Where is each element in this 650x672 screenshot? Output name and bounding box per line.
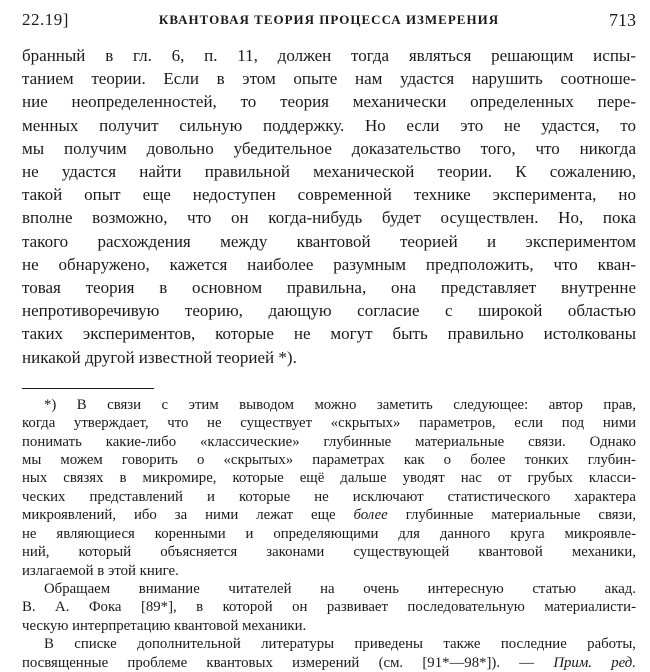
footnote-line: В. А. Фока [89*], в которой он развивает последовательную материалисти- xyxy=(22,599,636,616)
footnote-line-with-signature xyxy=(22,654,636,672)
running-header xyxy=(22,10,636,36)
footnote-line: понимать какие-либо «классические» глубинные материальные связи. Однако xyxy=(22,433,636,450)
section-number: 22.19] xyxy=(22,10,69,29)
footnote-line: ний, который объясняется законами существующей квантовой механики, xyxy=(22,544,636,561)
footnote-line: ческую интерпретацию квантовой механики. xyxy=(22,617,307,634)
footnote-line: мы можем говорить о «скрытых» параметрах как о более тонких глубин- xyxy=(22,452,636,469)
text-line: танием теории. Если в этом опыте нам удастся нарушить соотноше- xyxy=(22,69,636,89)
text-line: непротиворечивую теорию, дающую согласие с широкой областью xyxy=(22,301,636,321)
text-line: не удастся найти правильной механической теории. К сожалению, xyxy=(22,162,636,182)
footnote-line: излагаемой в этой книге. xyxy=(22,562,179,579)
book-page xyxy=(22,10,636,672)
footnote-line: Обращаем внимание читателей на очень интересную статью акад. xyxy=(44,580,636,597)
footnote-text: глубинные материальные связи, xyxy=(387,507,636,524)
text-line: никакой другой известной теорией *). xyxy=(22,347,297,367)
footnote-line: ных связях в микромире, которые ещё дальше уводят нас от грубых класси- xyxy=(22,470,636,487)
footnote-line: когда утверждает, что не существует «скрытых» параметров, если под ними xyxy=(22,415,636,432)
footnote-text: посвященные проблеме квантовых измерений (см. [91*—98*]). — xyxy=(22,654,554,671)
emphasis-word: более xyxy=(353,507,388,524)
text-line: ние неопределенностей, то теория механически определенных пере- xyxy=(22,92,636,112)
footnote-line: *) В связи с этим выводом можно заметить следующее: автор прав, xyxy=(44,396,636,413)
text-line: товая теория в основном правильна, она представляет внутренне xyxy=(22,278,636,298)
text-line: бранный в гл. 6, п. 11, должен тогда являться решающим испы- xyxy=(22,46,636,65)
editor-note-signature: Прим. ред. xyxy=(553,654,636,671)
footnote-line: В списке дополнительной литературы приведены также последние работы, xyxy=(44,636,636,653)
footnote-divider xyxy=(22,388,154,389)
footnote-text: микроявлений, ибо за ними лежат еще xyxy=(22,507,354,524)
text-line: таких экспериментов, которые не могут быть правильно истолкованы xyxy=(22,324,636,344)
main-text xyxy=(22,44,636,369)
text-line: такой опыт еще недоступен современной технике эксперимента, но xyxy=(22,185,636,205)
page-number: 713 xyxy=(609,10,636,30)
footnote xyxy=(22,396,636,672)
text-line: мы получим довольно убедительное доказательство того, что никогда xyxy=(22,138,636,158)
text-line: менных получит сильную поддержку. Но если это не удастся, то xyxy=(22,115,636,135)
text-line: не обнаружено, кажется наиболее разумным предположить, что кван- xyxy=(22,254,636,274)
text-line: вполне возможно, что он когда-нибудь будет осуществлен. Но, пока xyxy=(22,208,636,228)
running-title: КВАНТОВАЯ ТЕОРИЯ ПРОЦЕССА ИЗМЕРЕНИЯ xyxy=(158,12,500,27)
footnote-line-with-emphasis xyxy=(22,506,636,524)
footnote-line: не являющиеся коренными и определяющими для данного круга микроявле- xyxy=(22,525,636,542)
footnote-line: ческих представлений и которые не исключают статистического характера xyxy=(22,488,636,505)
text-line: такого расхождения между квантовой теорией и экспериментом xyxy=(22,231,636,251)
